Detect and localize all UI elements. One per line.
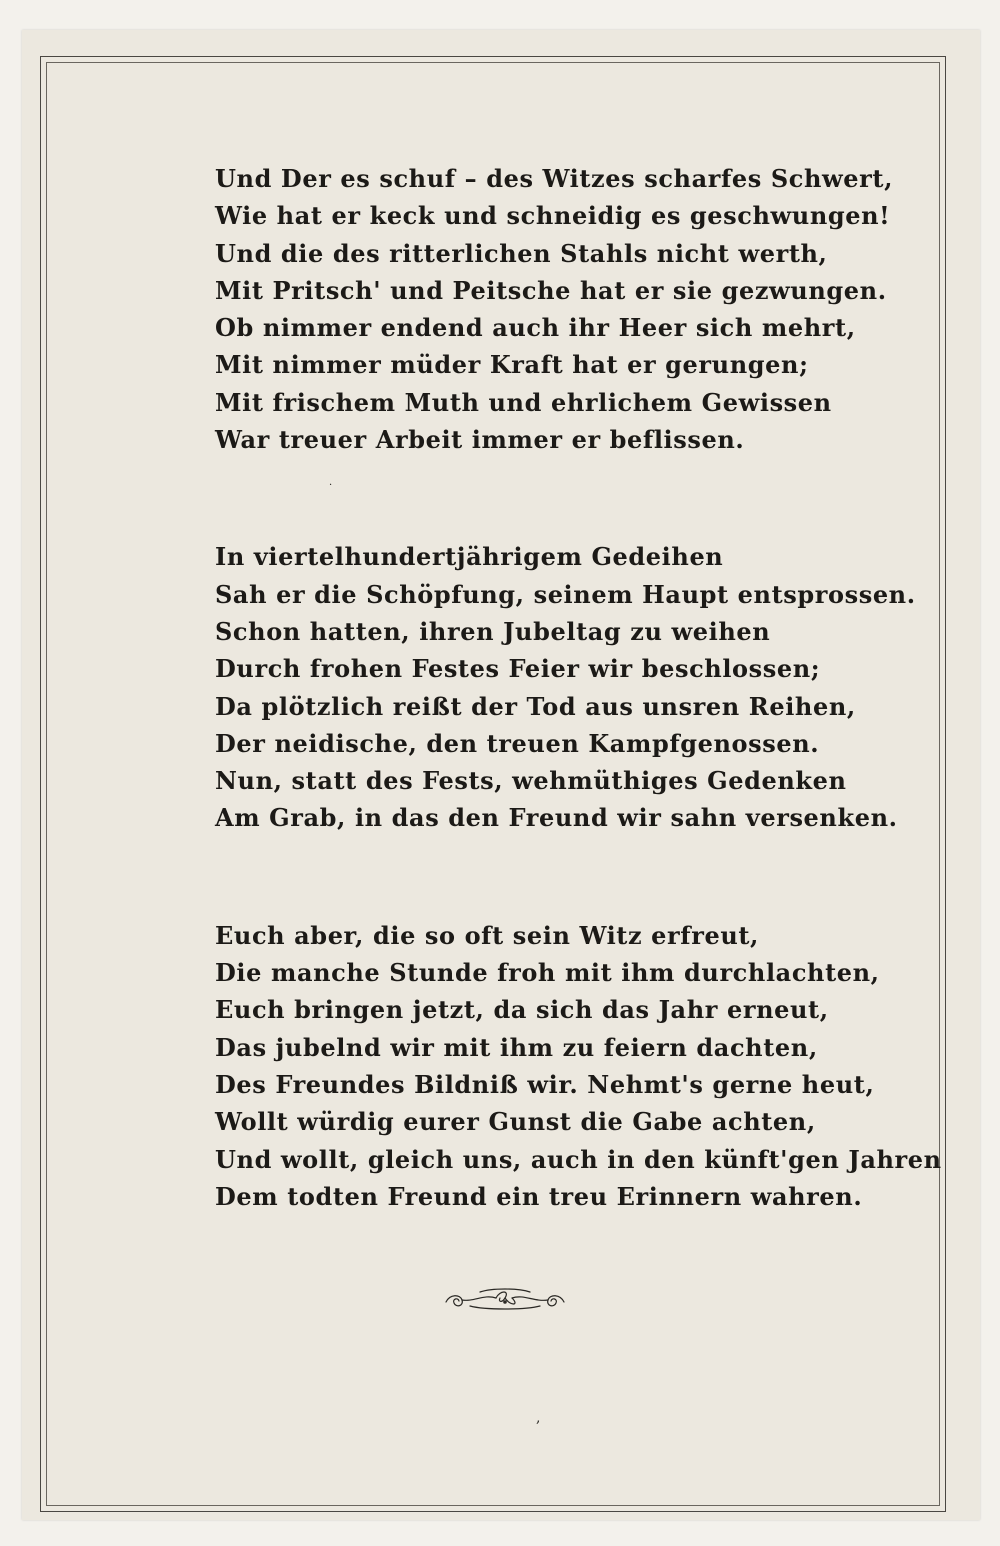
poem-line: Und Der es schuf – des Witzes scharfes Schwert, xyxy=(215,164,894,193)
poem-line: Euch bringen jetzt, da sich das Jahr erneut, xyxy=(215,995,829,1025)
stanza-3 xyxy=(215,917,942,1215)
poem-line: Am Grab, in das den Freund wir sahn versenken. xyxy=(215,803,898,833)
scroll-flourish-icon xyxy=(440,1280,570,1320)
poem-line: Da plötzlich reißt der Tod aus unsren Reihen, xyxy=(215,691,856,721)
poem-line: Nun, statt des Fests, wehmüthiges Gedenken xyxy=(215,766,847,796)
ink-speck: · xyxy=(329,480,333,491)
poem-line: Durch frohen Festes Feier wir beschlossen; xyxy=(215,654,821,684)
poem-line: Und wollt, gleich uns, auch in den künft'gen Jahren xyxy=(215,1144,942,1174)
poem-line: In viertelhundertjährigem Gedeihen xyxy=(215,542,724,572)
ink-speck: , xyxy=(536,1410,541,1426)
stanza-2 xyxy=(215,538,916,836)
poem-line: Wie hat er keck und schneidig es geschwungen! xyxy=(215,201,891,231)
poem-line: Dem todten Freund ein treu Erinnern wahren. xyxy=(215,1181,863,1211)
poem-line: Ob nimmer endend auch ihr Heer sich mehrt, xyxy=(215,313,856,343)
poem-line: Das jubelnd wir mit ihm zu feiern dachten, xyxy=(215,1032,818,1062)
poem-line: Der neidische, den treuen Kampfgenossen. xyxy=(215,728,820,758)
poem-line: War treuer Arbeit immer er beflissen. xyxy=(215,425,745,455)
poem xyxy=(215,160,942,1215)
poem-line: Wollt würdig eurer Gunst die Gabe achten, xyxy=(215,1107,816,1137)
poem-line: Mit nimmer müder Kraft hat er gerungen; xyxy=(215,350,809,380)
stanza-1 xyxy=(215,160,894,458)
poem-line: Und die des ritterlichen Stahls nicht werth, xyxy=(215,238,828,268)
poem-line: Euch aber, die so oft sein Witz erfreut, xyxy=(215,920,760,950)
poem-line: Sah er die Schöpfung, seinem Haupt entsprossen. xyxy=(215,579,916,609)
poem-line: Die manche Stunde froh mit ihm durchlachten, xyxy=(215,958,880,988)
poem-line: Schon hatten, ihren Jubeltag zu weihen xyxy=(215,616,771,646)
poem-line: Mit Pritsch' und Peitsche hat er sie gezwungen. xyxy=(215,275,887,305)
poem-line: Des Freundes Bildniß wir. Nehmt's gerne heut, xyxy=(215,1069,875,1099)
poem-line: Mit frischem Muth und ehrlichem Gewissen xyxy=(215,387,832,417)
